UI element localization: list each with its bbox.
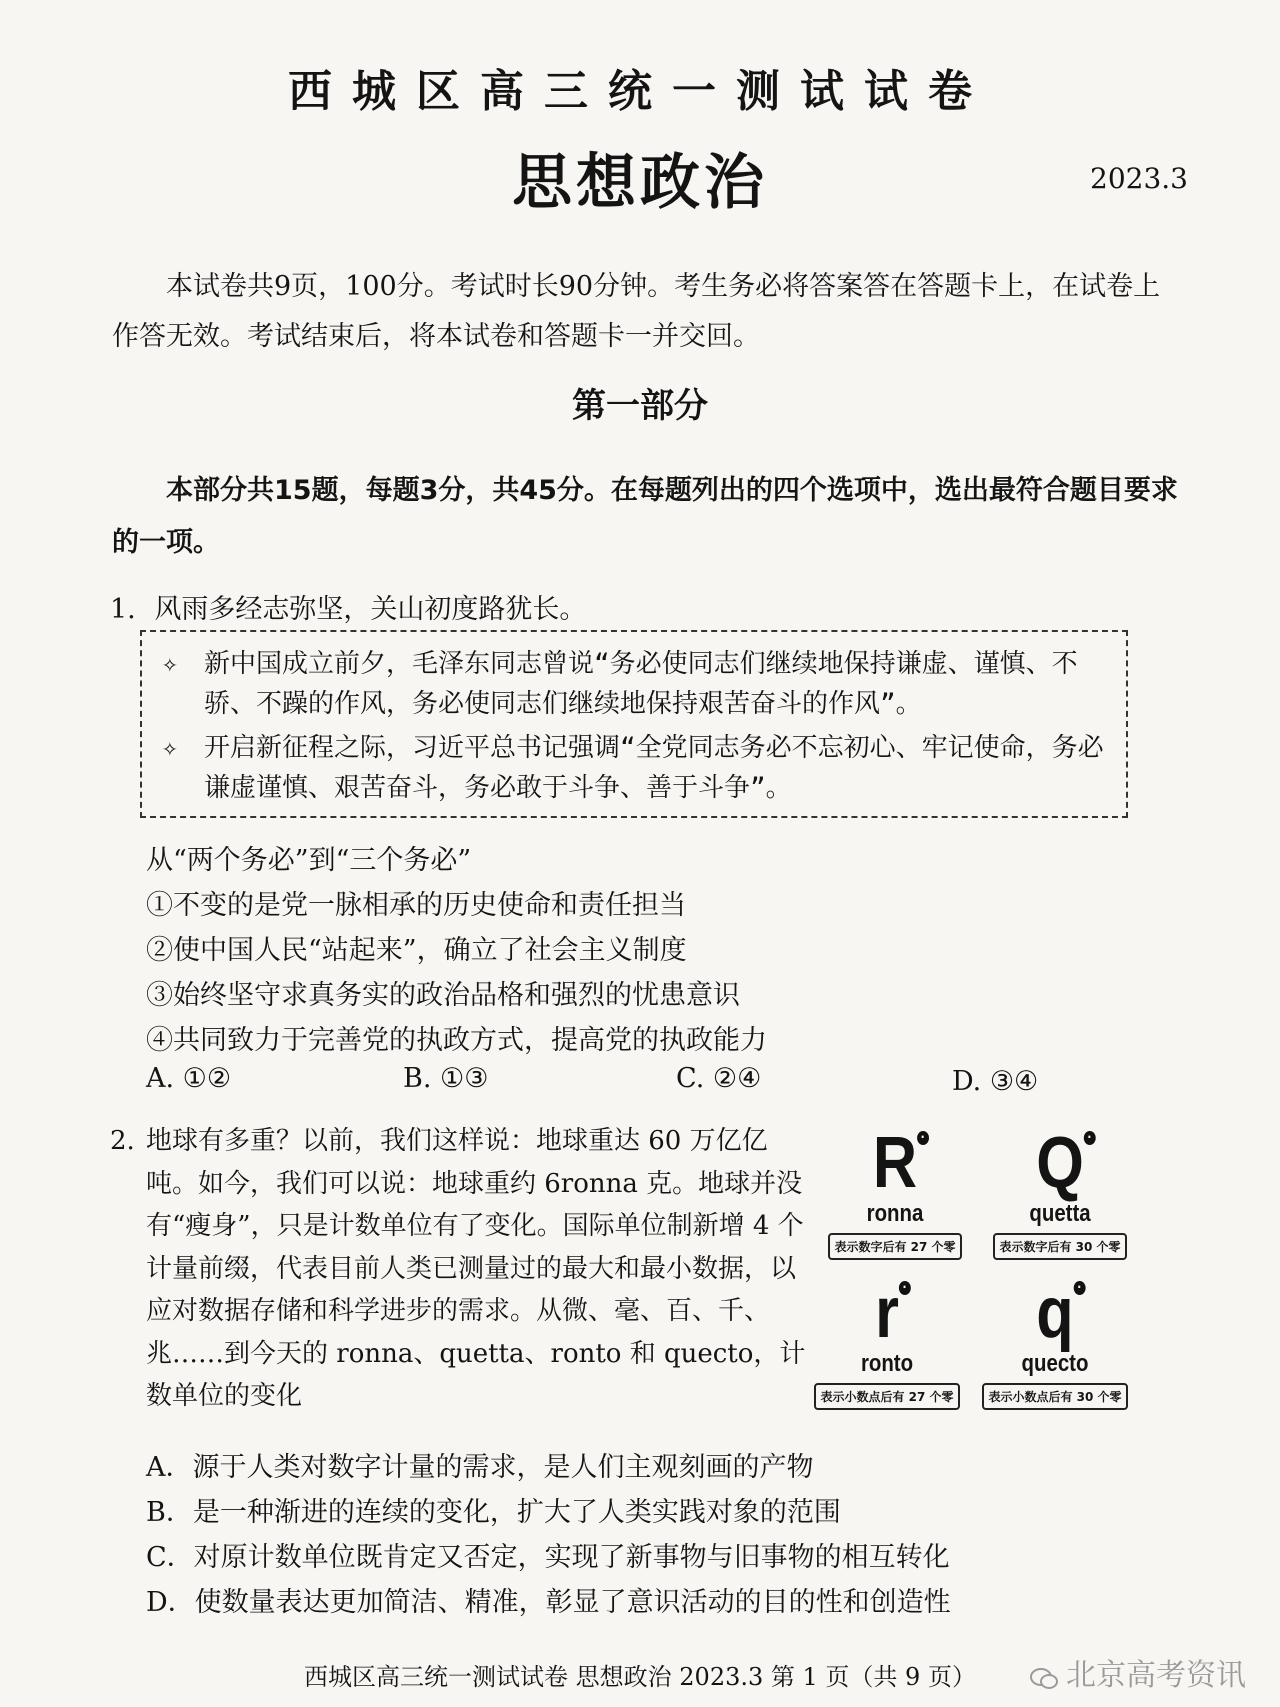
question-2-option-d[interactable]: D．使数量表达更加简洁、精准，彰显了意识活动的目的性和创造性 — [146, 1587, 951, 1618]
prefix-symbol: Q — [1036, 1123, 1084, 1203]
question-1-number: 1. — [110, 594, 136, 625]
prefix-mark-icon: · — [899, 1281, 911, 1295]
prefix-mark-icon: · — [917, 1131, 929, 1145]
prefix-name: ronto — [860, 1350, 914, 1377]
question-1-option-a[interactable]: A. ①② — [146, 1063, 232, 1094]
statement-1: ①不变的是党一脉相承的历史使命和责任担当 — [146, 890, 686, 921]
statement-3: ③始终坚守求真务实的政治品格和强烈的忧患意识 — [146, 980, 740, 1011]
prefix-symbol: r — [875, 1273, 899, 1353]
si-prefix-figure — [820, 1125, 1150, 1425]
part-description: 本部分共15题，每题3分，共45分。在每题列出的四个选项中，选出最符合题目要求的一项。 — [112, 475, 1178, 558]
question-1-option-b[interactable]: B. ①③ — [403, 1063, 489, 1094]
statement-2: ②使中国人民“站起来”，确立了社会主义制度 — [146, 935, 687, 966]
question-1-option-c[interactable]: C. ②④ — [676, 1063, 762, 1094]
prefix-name: quecto — [1021, 1350, 1089, 1377]
prefix-name: quetta — [1029, 1200, 1091, 1227]
prefix-mark-icon: · — [1084, 1131, 1096, 1145]
prefix-description: 表示数字后有 27 个零 — [828, 1233, 961, 1260]
watermark-text: 北京高考资讯 — [1066, 1658, 1246, 1693]
quote-box — [140, 630, 1128, 818]
prefix-quecto — [980, 1275, 1130, 1410]
question-2-stem — [110, 1120, 810, 1418]
prefix-ronna — [820, 1125, 970, 1260]
exam-date: 2023.3 — [1090, 162, 1188, 195]
wechat-icon — [1030, 1666, 1058, 1688]
statement-4: ④共同致力于完善党的执政方式，提高党的执政能力 — [146, 1025, 767, 1056]
exam-title: 西城区高三统一测试试卷 — [288, 66, 992, 117]
quote-text: 新中国成立前夕，毛泽东同志曾说“务必使同志们继续地保持谦虚、谨慎、不骄、不躁的作风，务必使同志们继续地保持艰苦奋斗的作风”。 — [204, 649, 1078, 719]
question-2-option-b[interactable]: B．是一种渐进的连续的变化，扩大了人类实践对象的范围 — [146, 1497, 841, 1528]
question-2-option-a[interactable]: A．源于人类对数字计量的需求，是人们主观刻画的产物 — [146, 1452, 814, 1483]
quote-bullet — [162, 644, 1112, 724]
prefix-mark-icon: · — [1074, 1281, 1086, 1295]
part-title: 第一部分 — [572, 386, 708, 426]
diamond-bullet-icon: ✧ — [162, 649, 178, 679]
question-1-option-d[interactable]: D. ③④ — [952, 1066, 1039, 1097]
question-2-text: 地球有多重？以前，我们这样说：地球重达 60 万亿亿吨。如今，我们可以说：地球重约 6ronna 克。地球并没有“瘦身”，只是计数单位有了变化。国际单位制新增 4 个计量前缀，代表目前人类已测量过的最大和最小数据，以应对数据存储和科学进步的需求。从微、毫、百、千、兆……到今天的 ronna、quetta、ronto 和 quecto，计数单位的变化 — [146, 1126, 806, 1411]
diamond-bullet-icon: ✧ — [162, 733, 178, 763]
prefix-name: ronna — [866, 1200, 924, 1227]
prefix-ronto — [812, 1275, 962, 1410]
prefix-symbol: q — [1036, 1273, 1074, 1353]
prefix-description: 表示小数点后有 27 个零 — [814, 1383, 959, 1410]
quote-bullet — [162, 728, 1112, 808]
prefix-description: 表示小数点后有 30 个零 — [982, 1383, 1127, 1410]
prefix-quetta — [985, 1125, 1135, 1260]
prefix-symbol: R — [872, 1123, 918, 1203]
question-1-text: 风雨多经志弥坚，关山初度路犹长。 — [154, 594, 587, 625]
question-2-option-c[interactable]: C．对原计数单位既肯定又否定，实现了新事物与旧事物的相互转化 — [146, 1542, 950, 1573]
subject-title: 思想政治 — [512, 148, 768, 218]
prefix-description: 表示数字后有 30 个零 — [993, 1233, 1126, 1260]
question-1-stem — [110, 587, 586, 626]
watermark — [1030, 1650, 1246, 1694]
question-2-number: 2. — [110, 1126, 135, 1156]
quote-text: 开启新征程之际，习近平总书记强调“全党同志务必不忘初心、牢记使命，务必谦虚谨慎、艰苦奋斗，务必敢于斗争、善于斗争”。 — [204, 733, 1104, 803]
exam-instructions: 本试卷共9页，100分。考试时长90分钟。考生务必将答案答在答题卡上，在试卷上作答无效。考试结束后，将本试卷和答题卡一并交回。 — [112, 271, 1161, 352]
question-1-lead: 从“两个务必”到“三个务必” — [146, 845, 472, 876]
page-footer: 西城区高三统一测试试卷 思想政治 2023.3 第 1 页（共 9 页） — [304, 1663, 976, 1691]
